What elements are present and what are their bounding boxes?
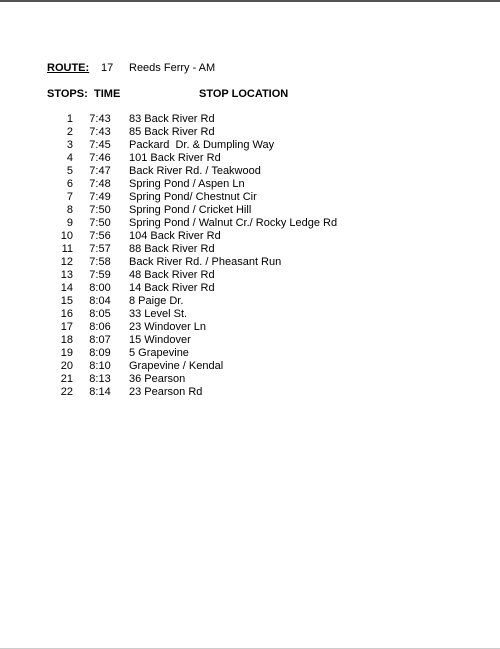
stop-number: 12	[60, 256, 73, 268]
stop-time: 8:09	[89, 347, 111, 359]
stop-location: 23 Pearson Rd	[129, 386, 203, 398]
stop-location: 88 Back River Rd	[129, 243, 215, 255]
stop-time: 7:43	[89, 126, 111, 138]
stop-time: 8:06	[89, 321, 111, 333]
stop-location: Spring Pond / Walnut Cr./ Rocky Ledge Rd	[129, 217, 338, 229]
stop-time: 7:45	[89, 139, 111, 151]
stop-location: 5 Grapevine	[129, 347, 189, 359]
table-row	[47, 126, 467, 139]
table-row	[47, 152, 467, 165]
stop-number: 18	[60, 334, 73, 346]
table-row	[47, 165, 467, 178]
stop-location: 36 Pearson	[129, 373, 186, 385]
stop-time: 7:46	[89, 152, 111, 164]
stop-time: 7:56	[89, 230, 111, 242]
stop-location: 104 Back River Rd	[129, 230, 221, 242]
table-row	[47, 360, 467, 373]
table-row	[47, 113, 467, 126]
stop-time: 7:49	[89, 191, 111, 203]
stop-location: 33 Level St.	[129, 308, 188, 320]
stop-location: 85 Back River Rd	[129, 126, 215, 138]
stop-location: Grapevine / Kendal	[129, 360, 224, 372]
stop-location: 15 Windover	[129, 334, 191, 346]
stop-number: 21	[60, 373, 73, 385]
stop-number: 16	[60, 308, 73, 320]
table-row	[47, 386, 467, 399]
stop-number: 11	[61, 243, 73, 255]
table-row	[47, 230, 467, 243]
stop-number: 17	[60, 321, 73, 333]
table-row	[47, 295, 467, 308]
stop-time: 7:50	[89, 204, 111, 216]
route-label: ROUTE:	[47, 62, 90, 74]
stop-location: 23 Windover Ln	[129, 321, 207, 333]
stop-number: 14	[60, 282, 73, 294]
stop-time: 7:57	[89, 243, 111, 255]
table-row	[47, 139, 467, 152]
stop-time: 8:00	[89, 282, 111, 294]
stop-number: 5	[66, 165, 73, 177]
stop-number: 10	[60, 230, 73, 242]
stop-number: 13	[60, 269, 73, 281]
stop-time: 7:58	[89, 256, 111, 268]
stop-number: 15	[60, 295, 73, 307]
table-row	[47, 243, 467, 256]
stop-time: 8:10	[89, 360, 111, 372]
stop-time: 8:13	[89, 373, 111, 385]
stop-location: Spring Pond / Aspen Ln	[129, 178, 245, 190]
stop-number: 8	[66, 204, 73, 216]
stop-number: 1	[66, 113, 73, 125]
stop-time: 8:07	[89, 334, 111, 346]
stop-number: 7	[66, 191, 73, 203]
stop-number: 9	[66, 217, 73, 229]
stop-number: 2	[66, 126, 73, 138]
stop-location: 83 Back River Rd	[129, 113, 215, 125]
header-stop-location: STOP LOCATION	[199, 88, 289, 100]
stops-table	[47, 113, 467, 399]
table-row	[47, 191, 467, 204]
stop-number: 3	[66, 139, 73, 151]
stop-location: 8 Paige Dr.	[129, 295, 184, 307]
stop-location: 48 Back River Rd	[129, 269, 215, 281]
stop-location: 14 Back River Rd	[129, 282, 215, 294]
table-row	[47, 269, 467, 282]
header-time: TIME	[94, 88, 121, 100]
stop-time: 7:59	[89, 269, 111, 281]
stop-time: 7:47	[89, 165, 111, 177]
table-row	[47, 334, 467, 347]
route-name: Reeds Ferry - AM	[129, 62, 216, 74]
table-row	[47, 308, 467, 321]
table-row	[47, 347, 467, 360]
table-row	[47, 373, 467, 386]
stop-location: Spring Pond/ Chestnut Cir	[129, 191, 257, 203]
table-row	[47, 256, 467, 269]
stop-time: 8:04	[89, 295, 111, 307]
table-row	[47, 217, 467, 230]
header-stops: STOPS:	[47, 88, 88, 100]
route-number: 17	[101, 62, 114, 74]
stop-number: 22	[60, 386, 73, 398]
stop-number: 19	[60, 347, 73, 359]
stop-location: Back River Rd. / Pheasant Run	[129, 256, 282, 268]
table-row	[47, 204, 467, 217]
stop-location: Back River Rd. / Teakwood	[129, 165, 261, 177]
stop-location: 101 Back River Rd	[129, 152, 221, 164]
table-row	[47, 178, 467, 191]
stop-time: 7:48	[89, 178, 111, 190]
stop-time: 8:14	[89, 386, 111, 398]
stop-location: Spring Pond / Cricket Hill	[129, 204, 252, 216]
stop-number: 4	[66, 152, 73, 164]
stop-time: 8:05	[89, 308, 111, 320]
stop-number: 20	[60, 360, 73, 372]
stop-number: 6	[66, 178, 73, 190]
table-row	[47, 321, 467, 334]
stop-location: Packard Dr. & Dumpling Way	[129, 139, 275, 151]
stop-time: 7:43	[89, 113, 111, 125]
table-row	[47, 282, 467, 295]
stop-time: 7:50	[89, 217, 111, 229]
